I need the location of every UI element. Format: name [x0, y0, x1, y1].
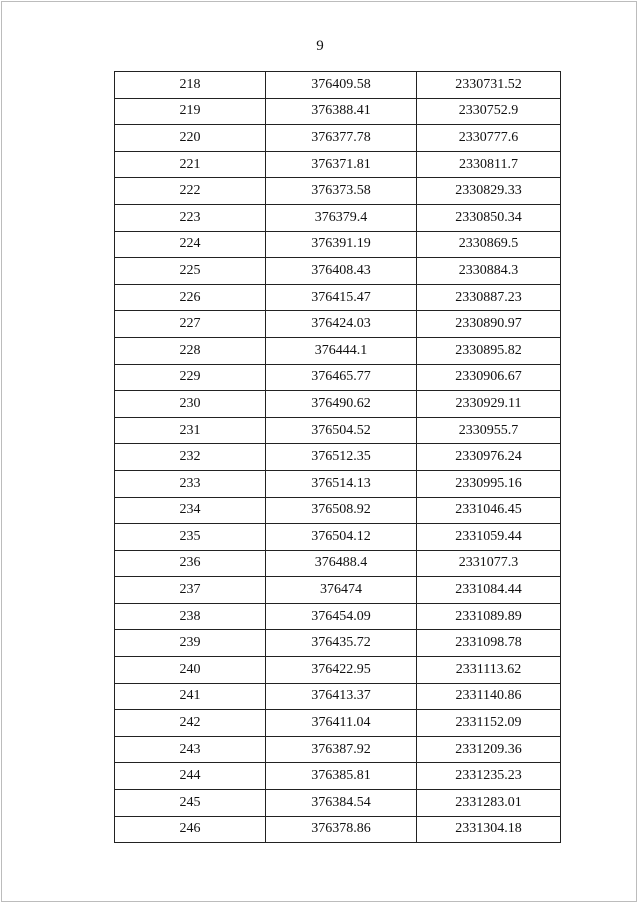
x-coordinate-cell: 376379.4 [266, 204, 417, 231]
y-coordinate-cell: 2330850.34 [417, 204, 561, 231]
point-number-cell: 228 [115, 337, 266, 364]
y-coordinate-cell: 2331046.45 [417, 497, 561, 524]
y-coordinate-cell: 2330955.7 [417, 417, 561, 444]
x-coordinate-cell: 376384.54 [266, 790, 417, 817]
point-number-cell: 238 [115, 603, 266, 630]
x-coordinate-cell: 376385.81 [266, 763, 417, 790]
point-number-cell: 222 [115, 178, 266, 205]
x-coordinate-cell: 376424.03 [266, 311, 417, 338]
page-number: 9 [316, 38, 324, 54]
y-coordinate-cell: 2330906.67 [417, 364, 561, 391]
table-row [115, 258, 561, 285]
point-number-cell: 230 [115, 391, 266, 418]
x-coordinate-cell: 376514.13 [266, 470, 417, 497]
point-number-cell: 235 [115, 524, 266, 551]
table-row [115, 98, 561, 125]
table-row [115, 311, 561, 338]
table-row [115, 577, 561, 604]
y-coordinate-cell: 2331152.09 [417, 710, 561, 737]
y-coordinate-cell: 2331084.44 [417, 577, 561, 604]
point-number-cell: 219 [115, 98, 266, 125]
y-coordinate-cell: 2331089.89 [417, 603, 561, 630]
x-coordinate-cell: 376454.09 [266, 603, 417, 630]
table-row [115, 284, 561, 311]
point-number-cell: 240 [115, 657, 266, 684]
point-number-cell: 224 [115, 231, 266, 258]
table-row [115, 391, 561, 418]
x-coordinate-cell: 376444.1 [266, 337, 417, 364]
point-number-cell: 226 [115, 284, 266, 311]
table-row [115, 151, 561, 178]
y-coordinate-cell: 2330752.9 [417, 98, 561, 125]
table-row [115, 470, 561, 497]
x-coordinate-cell: 376504.52 [266, 417, 417, 444]
y-coordinate-cell: 2330890.97 [417, 311, 561, 338]
point-number-cell: 225 [115, 258, 266, 285]
x-coordinate-cell: 376388.41 [266, 98, 417, 125]
table-row [115, 497, 561, 524]
x-coordinate-cell: 376488.4 [266, 550, 417, 577]
x-coordinate-cell: 376413.37 [266, 683, 417, 710]
point-number-cell: 223 [115, 204, 266, 231]
y-coordinate-cell: 2330777.6 [417, 125, 561, 152]
x-coordinate-cell: 376373.58 [266, 178, 417, 205]
table-row [115, 364, 561, 391]
x-coordinate-cell: 376435.72 [266, 630, 417, 657]
y-coordinate-cell: 2331140.86 [417, 683, 561, 710]
table-row [115, 603, 561, 630]
table-row [115, 630, 561, 657]
x-coordinate-cell: 376508.92 [266, 497, 417, 524]
point-number-cell: 242 [115, 710, 266, 737]
coordinate-table-body [115, 72, 561, 843]
x-coordinate-cell: 376415.47 [266, 284, 417, 311]
point-number-cell: 243 [115, 736, 266, 763]
point-number-cell: 239 [115, 630, 266, 657]
point-number-cell: 231 [115, 417, 266, 444]
y-coordinate-cell: 2330887.23 [417, 284, 561, 311]
point-number-cell: 236 [115, 550, 266, 577]
x-coordinate-cell: 376512.35 [266, 444, 417, 471]
y-coordinate-cell: 2330811.7 [417, 151, 561, 178]
table-row [115, 417, 561, 444]
table-row [115, 178, 561, 205]
table-row [115, 204, 561, 231]
x-coordinate-cell: 376504.12 [266, 524, 417, 551]
y-coordinate-cell: 2330895.82 [417, 337, 561, 364]
table-row [115, 550, 561, 577]
table-row [115, 125, 561, 152]
y-coordinate-cell: 2331059.44 [417, 524, 561, 551]
point-number-cell: 244 [115, 763, 266, 790]
y-coordinate-cell: 2331304.18 [417, 816, 561, 843]
table-row [115, 763, 561, 790]
x-coordinate-cell: 376377.78 [266, 125, 417, 152]
y-coordinate-cell: 2330976.24 [417, 444, 561, 471]
table-row [115, 337, 561, 364]
point-number-cell: 246 [115, 816, 266, 843]
table-row [115, 231, 561, 258]
y-coordinate-cell: 2331113.62 [417, 657, 561, 684]
x-coordinate-cell: 376408.43 [266, 258, 417, 285]
x-coordinate-cell: 376411.04 [266, 710, 417, 737]
y-coordinate-cell: 2331283.01 [417, 790, 561, 817]
point-number-cell: 227 [115, 311, 266, 338]
x-coordinate-cell: 376465.77 [266, 364, 417, 391]
x-coordinate-cell: 376387.92 [266, 736, 417, 763]
x-coordinate-cell: 376409.58 [266, 72, 417, 99]
table-row [115, 816, 561, 843]
x-coordinate-cell: 376371.81 [266, 151, 417, 178]
table-row [115, 790, 561, 817]
coordinate-table [114, 71, 561, 843]
y-coordinate-cell: 2330829.33 [417, 178, 561, 205]
point-number-cell: 220 [115, 125, 266, 152]
y-coordinate-cell: 2330869.5 [417, 231, 561, 258]
x-coordinate-cell: 376422.95 [266, 657, 417, 684]
point-number-cell: 241 [115, 683, 266, 710]
table-row [115, 683, 561, 710]
x-coordinate-cell: 376378.86 [266, 816, 417, 843]
point-number-cell: 237 [115, 577, 266, 604]
table-row [115, 524, 561, 551]
y-coordinate-cell: 2331235.23 [417, 763, 561, 790]
table-row [115, 72, 561, 99]
point-number-cell: 232 [115, 444, 266, 471]
table-row [115, 444, 561, 471]
x-coordinate-cell: 376391.19 [266, 231, 417, 258]
point-number-cell: 234 [115, 497, 266, 524]
table-row [115, 657, 561, 684]
point-number-cell: 229 [115, 364, 266, 391]
x-coordinate-cell: 376490.62 [266, 391, 417, 418]
x-coordinate-cell: 376474 [266, 577, 417, 604]
y-coordinate-cell: 2330995.16 [417, 470, 561, 497]
point-number-cell: 245 [115, 790, 266, 817]
y-coordinate-cell: 2331209.36 [417, 736, 561, 763]
table-row [115, 736, 561, 763]
y-coordinate-cell: 2331077.3 [417, 550, 561, 577]
y-coordinate-cell: 2331098.78 [417, 630, 561, 657]
y-coordinate-cell: 2330731.52 [417, 72, 561, 99]
table-row [115, 710, 561, 737]
point-number-cell: 233 [115, 470, 266, 497]
point-number-cell: 221 [115, 151, 266, 178]
y-coordinate-cell: 2330884.3 [417, 258, 561, 285]
point-number-cell: 218 [115, 72, 266, 99]
y-coordinate-cell: 2330929.11 [417, 391, 561, 418]
